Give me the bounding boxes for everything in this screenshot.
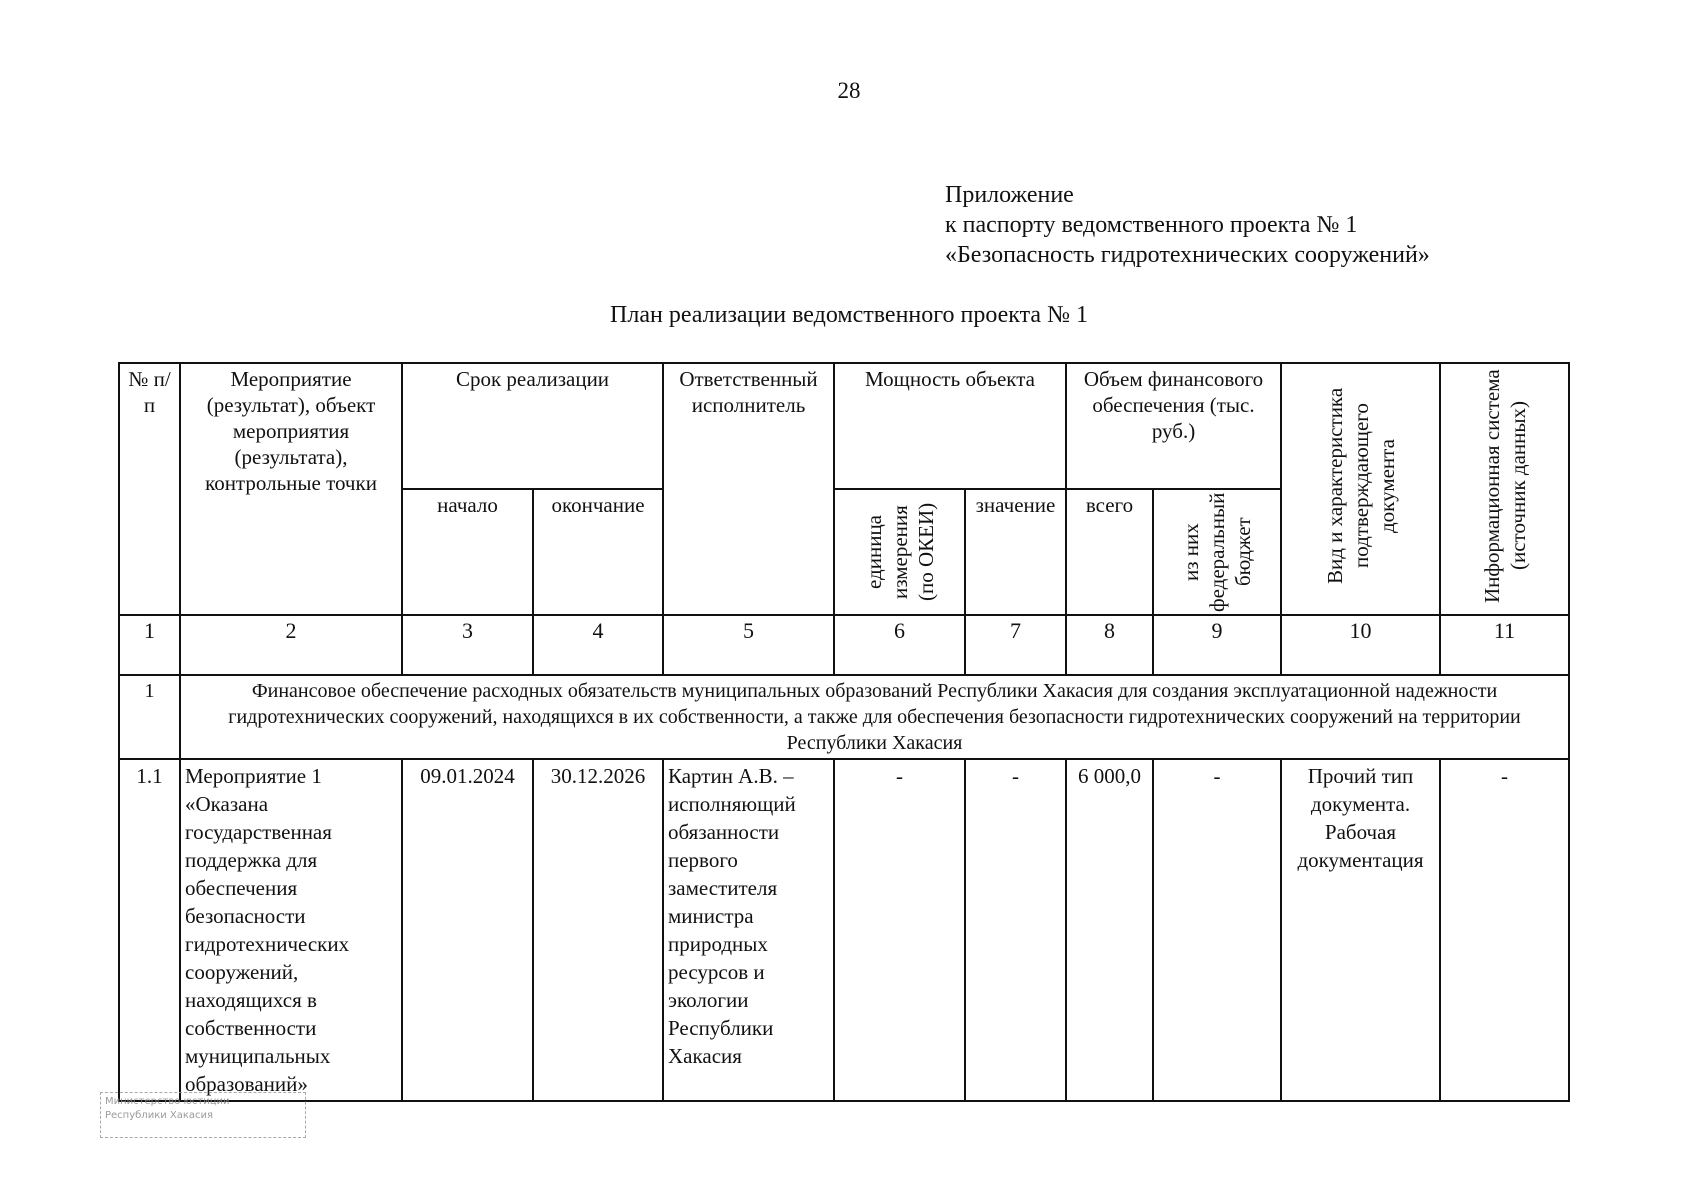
header-period: Срок реализации — [402, 363, 663, 489]
col-number: 5 — [663, 615, 834, 675]
appendix-block — [945, 180, 1430, 270]
col-number: 10 — [1281, 615, 1440, 675]
registration-stamp — [100, 1092, 306, 1138]
header-info-cell — [1440, 363, 1569, 615]
header-event: Мероприятие (результат), объект мероприятия (результата), контрольные точки — [180, 363, 402, 615]
header-total: всего — [1066, 489, 1153, 615]
header-end: окончание — [533, 489, 663, 615]
column-number-row — [119, 615, 1569, 675]
appendix-line-3: «Безопасность гидротехнических сооружений» — [945, 242, 1430, 268]
plan-table-wrapper — [118, 362, 1570, 1102]
header-capacity: Мощность объекта — [834, 363, 1066, 489]
plan-table — [118, 362, 1570, 1102]
stamp-line-1: Министерство юстиции — [105, 1096, 230, 1107]
header-unit: единица измерения (по ОКЕИ) — [861, 502, 938, 602]
table-row — [119, 759, 1569, 1101]
row-start: 09.01.2024 — [402, 759, 533, 1101]
row-value: - — [965, 759, 1066, 1101]
appendix-line-2: к паспорту ведомственного проекта № 1 — [945, 212, 1358, 238]
plan-title: План реализации ведомственного проекта № 1 — [610, 302, 1088, 328]
page-number: 28 — [837, 78, 861, 103]
row-federal: - — [1153, 759, 1281, 1101]
row-total: 6 000,0 — [1066, 759, 1153, 1101]
header-executor: Ответственный исполнитель — [663, 363, 834, 615]
col-number: 11 — [1440, 615, 1569, 675]
header-start: начало — [402, 489, 533, 615]
col-number: 2 — [180, 615, 402, 675]
row-executor: Картин А.В. – исполняющий обязанности первого заместителя министра природных ресурсов и экологии Республики Хакасия — [663, 759, 834, 1101]
col-number: 6 — [834, 615, 965, 675]
row-end: 30.12.2026 — [533, 759, 663, 1101]
header-federal: из них федеральный бюджет — [1179, 492, 1255, 612]
header-finance: Объем финансового обеспечения (тыс. руб.) — [1066, 363, 1281, 489]
header-doc: Вид и характеристика подтверждающего документа — [1322, 387, 1399, 585]
header-unit-cell — [834, 489, 965, 615]
header-value: значение — [965, 489, 1066, 615]
header-federal-cell — [1153, 489, 1281, 615]
header-info: Информационная система (источник данных) — [1479, 369, 1530, 603]
section-title: Финансовое обеспечение расходных обязательств муниципальных образований Республики Хакасия для создания эксплуатационной надежности гидротехнических сооружений, находящихся в их собственности, а также для обеспечения безопасности гидротехнических сооружений на территории Республики Хакасия — [180, 675, 1569, 759]
appendix-line-1: Приложение — [945, 182, 1074, 208]
col-number: 1 — [119, 615, 180, 675]
row-num: 1.1 — [119, 759, 180, 1101]
col-number: 9 — [1153, 615, 1281, 675]
row-info: - — [1440, 759, 1569, 1101]
header-row-1 — [119, 363, 1569, 489]
section-row — [119, 675, 1569, 759]
row-event: Мероприятие 1 «Оказана государственная поддержка для обеспечения безопасности гидротехнических сооружений, находящихся в собственности муниципальных образований» — [180, 759, 402, 1101]
header-num: № п/п — [119, 363, 180, 615]
row-doc: Прочий тип документа. Рабочая документация — [1281, 759, 1440, 1101]
row-unit: - — [834, 759, 965, 1101]
header-doc-cell — [1281, 363, 1440, 615]
col-number: 4 — [533, 615, 663, 675]
col-number: 8 — [1066, 615, 1153, 675]
col-number: 7 — [965, 615, 1066, 675]
col-number: 3 — [402, 615, 533, 675]
section-num: 1 — [119, 675, 180, 759]
stamp-line-2: Республики Хакасия — [105, 1110, 214, 1121]
